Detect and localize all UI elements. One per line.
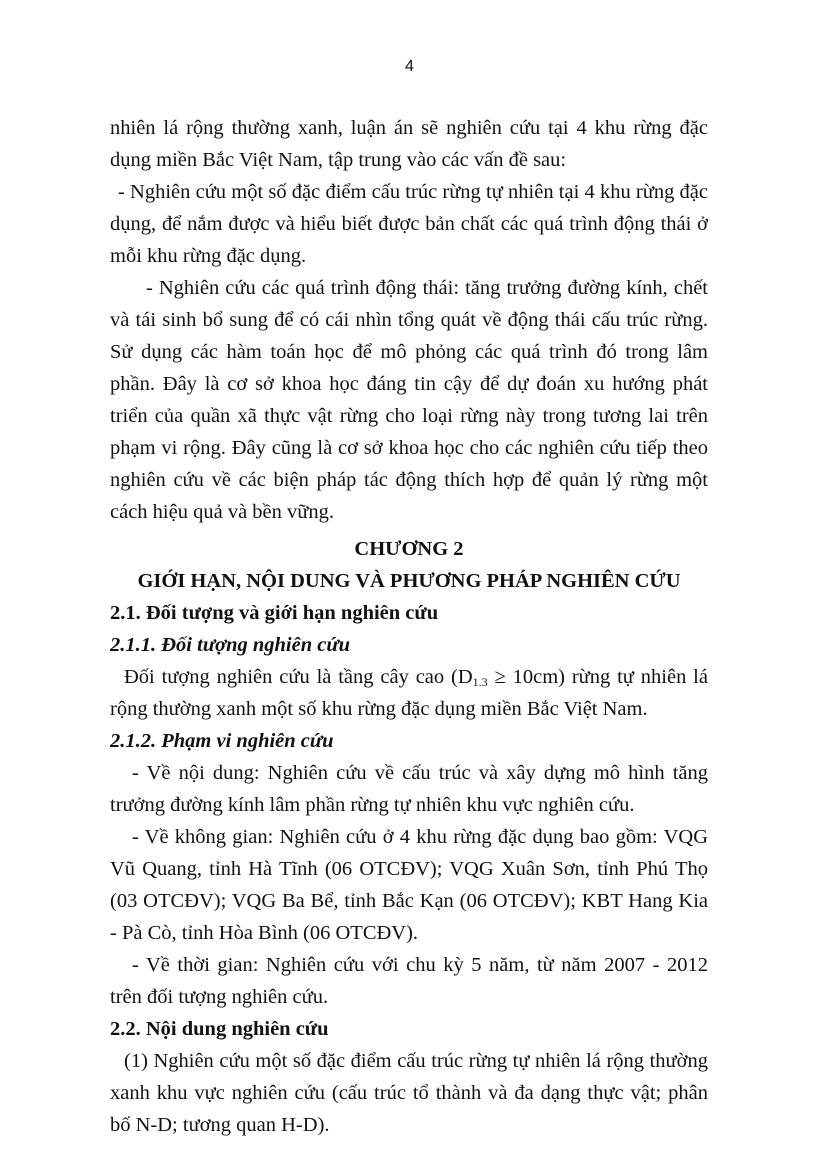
- diameter-subscript: 1.3: [472, 675, 488, 689]
- section-2-1-heading: 2.1. Đối tượng và giới hạn nghiên cứu: [110, 602, 439, 624]
- intro-bullet-structure: - Nghiên cứu một số đặc điểm cấu trúc rừng tự nhiên tại 4 khu rừng đặc dụng, để nắm được và hiểu biết được bản chất các quá trình động thái ở mỗi khu rừng đặc dụng.: [110, 181, 708, 267]
- research-object-text: Đối tượng nghiên cứu là tầng cây cao (D: [124, 666, 473, 688]
- scope-content-paragraph: - Về nội dung: Nghiên cứu về cấu trúc và xây dựng mô hình tăng trưởng đường kính lâm phần rừng tự nhiên khu vực nghiên cứu.: [110, 762, 708, 816]
- section-2-2-heading: 2.2. Nội dung nghiên cứu: [110, 1018, 329, 1040]
- section-2-1-1-heading: 2.1.1. Đối tượng nghiên cứu: [110, 634, 351, 656]
- research-object-text-cont: ≥ 10cm) rừng tự nhiên lá rộng thường xanh một số khu rừng đặc dụng miền Bắc Việt Nam.: [110, 666, 708, 720]
- scope-space-paragraph: - Về không gian: Nghiên cứu ở 4 khu rừng đặc dụng bao gồm: VQG Vũ Quang, tỉnh Hà Tĩnh (06 OTCĐV); VQG Xuân Sơn, tỉnh Phú Thọ (03 OTCĐV); VQG Ba Bể, tỉnh Bắc Kạn (06 OTCĐV); KBT Hang Kia - Pà Cò, tỉnh Hòa Bình (06 OTCĐV).: [110, 826, 708, 944]
- scope-time-paragraph: - Về thời gian: Nghiên cứu với chu kỳ 5 năm, từ năm 2007 - 2012 trên đối tượng nghiên cứu.: [110, 954, 708, 1008]
- content-item-1: (1) Nghiên cứu một số đặc điểm cấu trúc rừng tự nhiên lá rộng thường xanh khu vực nghiên cứu (cấu trúc tổ thành và đa dạng thực vật; phân bố N-D; tương quan H-D).: [110, 1050, 708, 1136]
- section-2-1-2-heading: 2.1.2. Phạm vi nghiên cứu: [110, 730, 334, 752]
- chapter-label: CHƯƠNG 2: [354, 538, 464, 560]
- page-body: [110, 112, 708, 1141]
- intro-bullet-dynamics: - Nghiên cứu các quá trình động thái: tăng trưởng đường kính, chết và tái sinh bổ sung để có cái nhìn tổng quát về động thái cấu trúc rừng. Sử dụng các hàm toán học để mô phỏng các quá trình đó trong lâm phần. Đây là cơ sở khoa học đáng tin cậy để dự đoán xu hướng phát triển của quần xã thực vật rừng cho loại rừng này trong tương lai trên phạm vi rộng. Đây cũng là cơ sở khoa học cho các nghiên cứu tiếp theo nghiên cứu về các biện pháp tác động thích hợp để quản lý rừng một cách hiệu quả và bền vững.: [110, 277, 708, 523]
- intro-paragraph: nhiên lá rộng thường xanh, luận án sẽ nghiên cứu tại 4 khu rừng đặc dụng miền Bắc Việt Nam, tập trung vào các vấn đề sau:: [110, 117, 708, 171]
- page-number: 4: [405, 58, 414, 75]
- research-object-paragraph: [110, 661, 708, 725]
- chapter-title: GIỚI HẠN, NỘI DUNG VÀ PHƯƠNG PHÁP NGHIÊN CỨU: [137, 570, 681, 592]
